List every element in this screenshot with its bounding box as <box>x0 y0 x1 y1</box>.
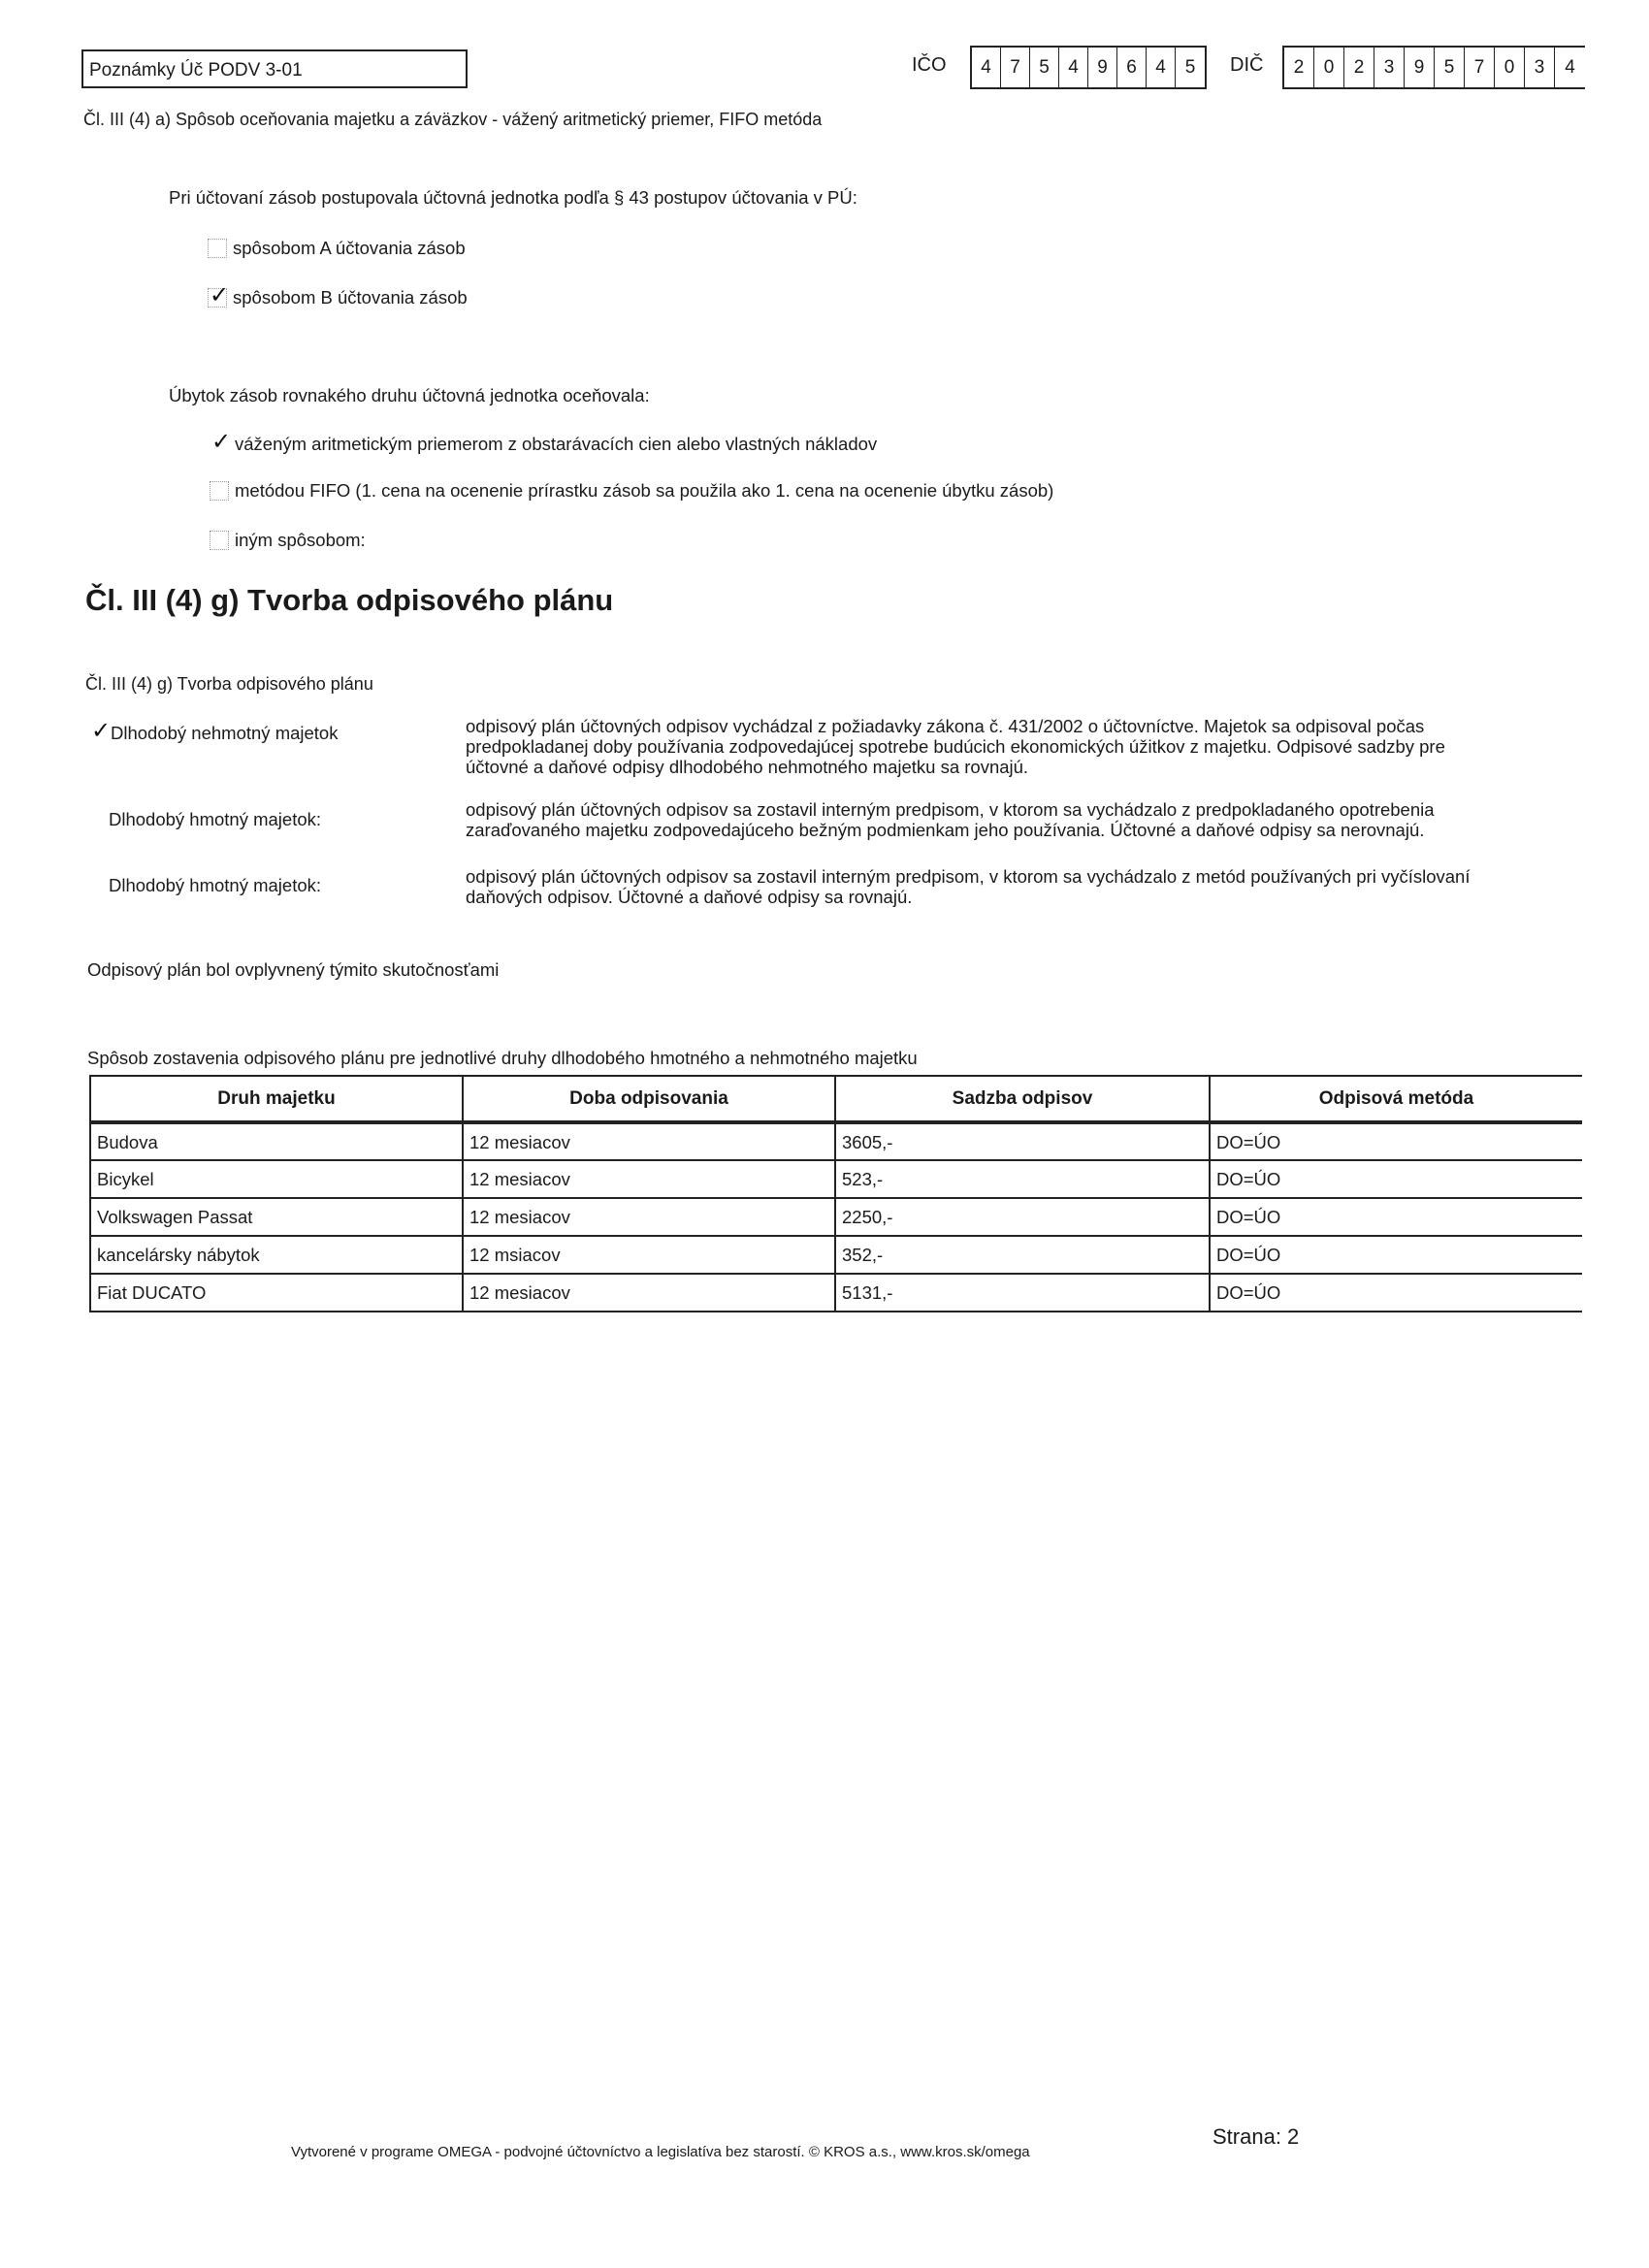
checkbox-unchecked[interactable] <box>210 481 229 501</box>
dic-digit: 0 <box>1495 48 1525 87</box>
dic-digit: 9 <box>1405 48 1435 87</box>
table-row <box>90 1160 1582 1198</box>
form-label-box <box>81 49 468 88</box>
dic-digit: 2 <box>1284 48 1314 87</box>
checkbox-unchecked[interactable] <box>208 239 227 258</box>
row-description <box>466 716 1445 777</box>
table-cell: 352,- <box>835 1236 1210 1274</box>
depreciation-row-tangible-1[interactable] <box>109 809 321 830</box>
inventory-intro: Pri účtovaní zásob postupovala účtovná jednotka podľa § 43 postupov účtovania v PÚ: <box>169 187 857 208</box>
option-label: spôsobom B účtovania zásob <box>233 287 468 308</box>
table-cell: 12 mesiacov <box>463 1198 835 1236</box>
description-line: odpisový plán účtovných odpisov vychádzal z požiadavky zákona č. 431/2002 o účtovníctve. Majetok sa odpisoval počas <box>466 716 1425 736</box>
table-cell: Fiat DUCATO <box>90 1274 463 1312</box>
option-label: iným spôsobom: <box>235 530 366 550</box>
inventory-option-a[interactable] <box>208 238 466 259</box>
table-cell: DO=ÚO <box>1210 1236 1582 1274</box>
description-line: odpisový plán účtovných odpisov sa zostavil interným predpisom, v ktorom sa vychádzalo z metód používaných pri vyčíslovaní <box>466 866 1471 887</box>
ico-digit: 4 <box>972 48 1001 87</box>
ico-label: IČO <box>912 54 947 76</box>
table-cell: 12 mesiacov <box>463 1160 835 1198</box>
ico-digit: 6 <box>1117 48 1147 87</box>
table-cell: 3605,- <box>835 1122 1210 1160</box>
depreciation-row-intangible[interactable] <box>89 718 339 744</box>
ico-digit: 4 <box>1147 48 1176 87</box>
row-label: Dlhodobý hmotný majetok: <box>109 809 322 829</box>
dic-digit: 2 <box>1344 48 1374 87</box>
dic-digit: 4 <box>1565 57 1575 78</box>
table-cell: 5131,- <box>835 1274 1210 1312</box>
section-heading: Čl. III (4) g) Tvorba odpisového plánu <box>85 583 614 617</box>
table-row <box>90 1122 1582 1160</box>
decrease-option-weighted[interactable] <box>210 429 878 455</box>
table-caption: Spôsob zostavenia odpisového plánu pre jednotlivé druhy dlhodobého hmotného a nehmotného majetku <box>87 1048 918 1068</box>
description-line: predpokladanej doby používania zodpovedajúcej spotrebe budúcich ekonomických úžitkov z majetku. Odpisové sadzby pre <box>466 736 1445 757</box>
ico-digit-row <box>970 46 1207 89</box>
row-description <box>466 799 1435 840</box>
checkmark-icon: ✓ <box>91 718 112 744</box>
depreciation-table <box>89 1075 1582 1312</box>
table-cell: 2250,- <box>835 1198 1210 1236</box>
dic-digit: 3 <box>1374 48 1405 87</box>
table-cell: Volkswagen Passat <box>90 1198 463 1236</box>
table-cell: DO=ÚO <box>1210 1160 1582 1198</box>
inventory-option-b[interactable] <box>208 282 468 308</box>
column-header: Sadzba odpisov <box>835 1076 1210 1122</box>
option-label: váženým aritmetickým priemerom z obstarávacích cien alebo vlastných nákladov <box>235 434 878 454</box>
table-cell: 523,- <box>835 1160 1210 1198</box>
table-cell: 12 msiacov <box>463 1236 835 1274</box>
table-cell: DO=ÚO <box>1210 1274 1582 1312</box>
column-header: Doba odpisovania <box>463 1076 835 1122</box>
column-header: Druh majetku <box>90 1076 463 1122</box>
table-cell: DO=ÚO <box>1210 1122 1582 1160</box>
checkbox-checked[interactable] <box>208 282 230 308</box>
checkbox-checked[interactable] <box>210 429 232 455</box>
table-cell: Bicykel <box>90 1160 463 1198</box>
decrease-option-other[interactable] <box>210 530 366 551</box>
table-cell: kancelársky nábytok <box>90 1236 463 1274</box>
checkmark-icon: ✓ <box>210 282 230 308</box>
option-label: metódou FIFO (1. cena na ocenenie prírastku zásob sa použila ako 1. cena na ocenenie úbytku zásob) <box>235 480 1054 501</box>
table-row <box>90 1274 1582 1312</box>
table-cell: Budova <box>90 1122 463 1160</box>
table-header-row <box>90 1076 1582 1122</box>
checkmark-icon: ✓ <box>211 429 232 455</box>
ico-digit: 5 <box>1030 48 1059 87</box>
dic-digit: 0 <box>1314 48 1344 87</box>
option-label: spôsobom A účtovania zásob <box>233 238 466 258</box>
description-line: odpisový plán účtovných odpisov sa zostavil interným predpisom, v ktorom sa vychádzalo z predpokladaného opotrebenia <box>466 799 1435 820</box>
description-line: daňových odpisov. Účtovné a daňové odpisy sa rovnajú. <box>466 887 913 907</box>
row-description <box>466 866 1470 907</box>
ico-digit: 9 <box>1088 48 1117 87</box>
influenced-text: Odpisový plán bol ovplyvnený týmito skutočnosťami <box>87 959 500 980</box>
form-label: Poznámky Úč PODV 3-01 <box>89 60 303 81</box>
table-row <box>90 1198 1582 1236</box>
checkbox-checked[interactable] <box>89 718 112 744</box>
decrease-option-fifo[interactable] <box>210 480 1053 502</box>
ico-digit: 7 <box>1001 48 1030 87</box>
dic-digit: 3 <box>1525 48 1555 87</box>
row-label: Dlhodobý nehmotný majetok <box>111 723 339 743</box>
table-cell: DO=ÚO <box>1210 1198 1582 1236</box>
ico-digit: 4 <box>1059 48 1088 87</box>
footer-text: Vytvorené v programe OMEGA - podvojné účtovníctvo a legislatíva bez starostí. © KROS a.s., www.kros.sk/omega <box>291 2144 1030 2160</box>
checkbox-unchecked[interactable] <box>210 531 229 550</box>
column-header: Odpisová metóda <box>1210 1076 1582 1122</box>
dic-digit-row <box>1282 46 1585 89</box>
valuation-subtitle: Čl. III (4) a) Spôsob oceňovania majetku a záväzkov - vážený aritmetický priemer, FIFO metóda <box>83 110 823 129</box>
dic-label: DIČ <box>1230 54 1264 76</box>
dic-digit: 5 <box>1435 48 1465 87</box>
table-row <box>90 1236 1582 1274</box>
depreciation-row-tangible-2[interactable] <box>109 875 321 896</box>
dic-digit: 7 <box>1465 48 1495 87</box>
page-number: Strana: 2 <box>1212 2124 1300 2149</box>
decrease-intro: Úbytok zásob rovnakého druhu účtovná jednotka oceňovala: <box>169 385 650 405</box>
description-line: účtovné a daňové odpisy dlhodobého nehmotného majetku sa rovnajú. <box>466 757 1029 777</box>
table-cell: 12 mesiacov <box>463 1274 835 1312</box>
table-cell: 12 mesiacov <box>463 1122 835 1160</box>
description-line: zaraďovaného majetku zodpovedajúceho bežným podmienkam jeho používania. Účtovné a daňové odpisy sa nerovnajú. <box>466 820 1425 840</box>
ico-digit: 5 <box>1184 57 1196 78</box>
row-label: Dlhodobý hmotný majetok: <box>109 875 322 895</box>
section-subheading: Čl. III (4) g) Tvorba odpisového plánu <box>85 674 373 694</box>
